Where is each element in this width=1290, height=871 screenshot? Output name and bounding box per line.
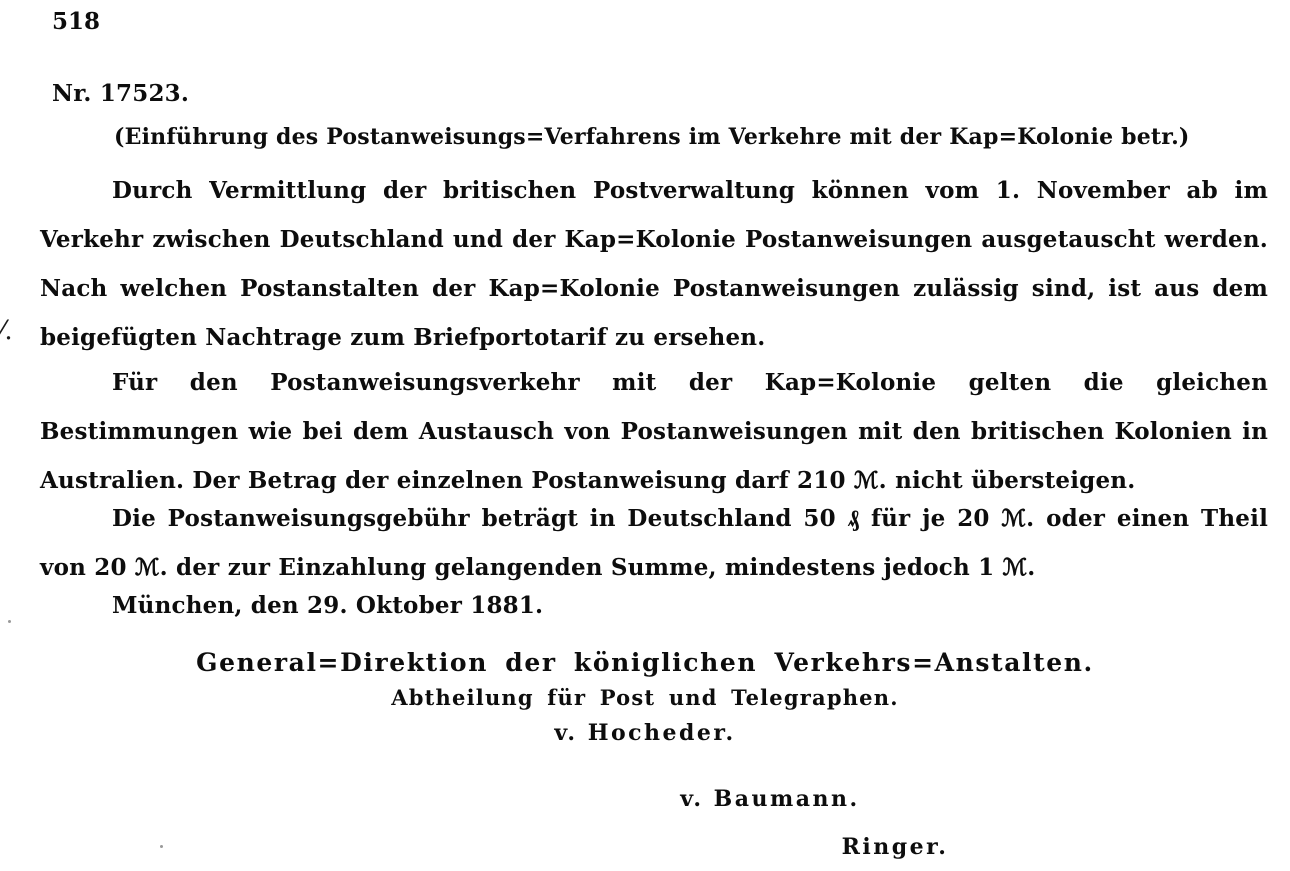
document-subject: (Einführung des Postanweisungs=Verfahrens im Verkehre mit der Kap=Kolonie betr.) [114, 124, 1190, 150]
paragraph-1: Durch Vermittlung der britischen Postverwaltung können vom 1. November ab im Verkehr zwischen Deutschland und der Kap=Kolonie Postanweisungen ausgetauscht werden. Nach welchen Postanstalten der Kap=Kolonie Postanweisungen zulässig sind, ist aus dem beigefügten Nachtrage zum Briefportotarif zu ersehen. [40, 177, 1268, 351]
signature-block [0, 648, 1290, 752]
page-speck [8, 620, 11, 623]
page-speck [160, 845, 163, 848]
document-number: Nr. 17523. [52, 80, 190, 107]
place-and-date: München, den 29. Oktober 1881. [112, 592, 544, 619]
marginal-check-mark: ⁄. [0, 316, 13, 346]
signature-2: v. Baumann. [680, 786, 860, 812]
department-name: Abtheilung für Post und Telegraphen. [391, 685, 899, 710]
paragraph-3: Die Postanweisungsgebühr beträgt in Deutschland 50 ₰ für je 20 ℳ. oder einen Theil von 20 ℳ. der zur Einzahlung gelangenden Summe, mindestens jedoch 1 ℳ. [40, 505, 1268, 581]
page-number: 518 [52, 8, 101, 35]
organisation-name: General=Direktion der königlichen Verkehrs=Anstalten. [196, 648, 1094, 677]
signature-3: Ringer. [841, 834, 949, 860]
signature-1: v. Hocheder. [554, 720, 736, 746]
paragraph-2: Für den Postanweisungsverkehr mit der Kap=Kolonie gelten die gleichen Bestimmungen wie bei dem Austausch von Postanweisungen mit den britischen Kolonien in Australien. Der Betrag der einzelnen Postanweisung darf 210 ℳ. nicht übersteigen. [40, 369, 1268, 494]
